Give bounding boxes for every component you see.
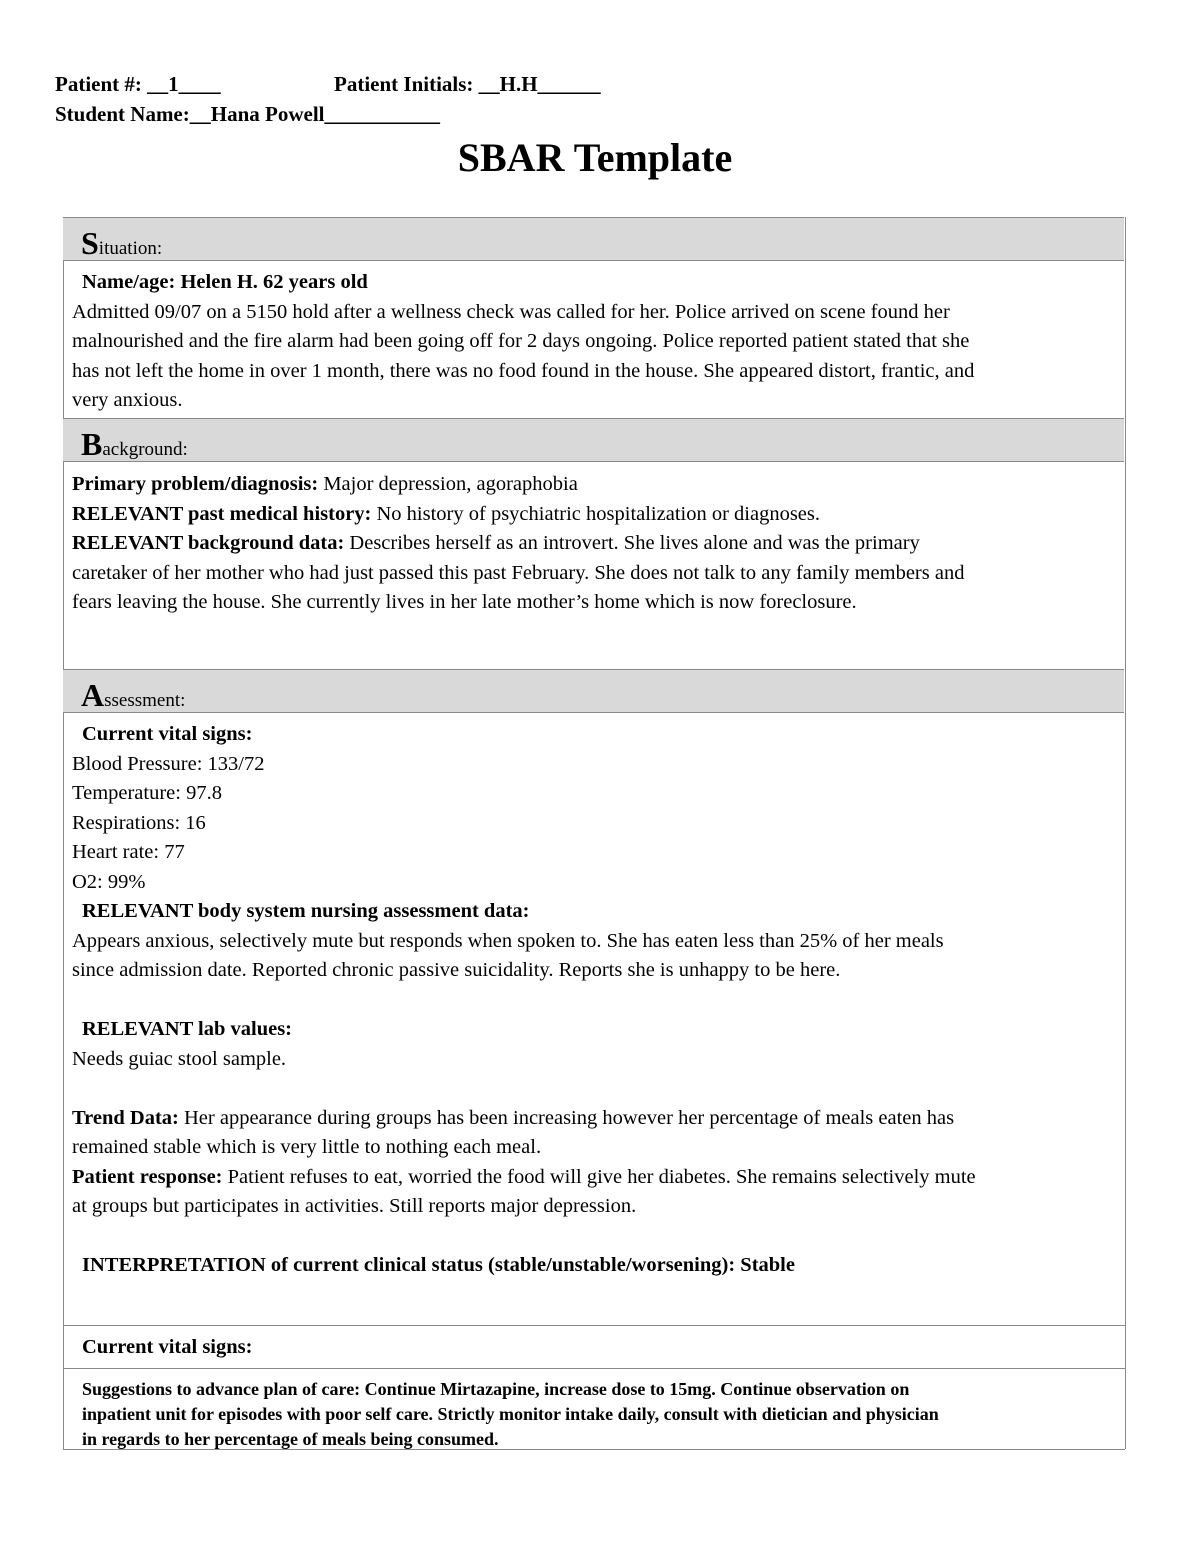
spacer [72,1074,1117,1104]
situation-caption [81,225,162,262]
patient-initials-label: Patient Initials: [334,72,474,96]
lab-heading [72,1015,1117,1045]
pmh-label: RELEVANT past medical history: [72,502,372,525]
vital-o2: O2: 99% [72,870,146,893]
nursing-line: since admission date. Reported chronic passive suicidality. Reports she is unhappy to be here. [72,959,841,981]
student-name [55,102,440,127]
suggestion-line: inpatient unit for episodes with poor self care. Strictly monitor intake daily, consult with dietician and physician [82,1404,939,1424]
primary-diagnosis-value: Major depression, agoraphobia [318,473,578,495]
primary-diagnosis-label: Primary problem/diagnosis: [72,473,319,495]
recommendation-vitals [72,1333,1117,1363]
rec-vitals-heading [72,1333,1117,1363]
suggestion-line: Suggestions to advance plan of care: Continue Mirtazapine, increase dose to 15mg. Continue observation on [82,1379,910,1399]
patient-number-label: Patient #: [55,72,142,96]
primary-diagnosis [72,470,1117,500]
assessment-caption [81,677,185,714]
nursing-line: Appears anxious, selectively mute but responds when spoken to. She has eaten less than 25% of her meals [72,929,944,952]
assessment-content [72,720,1117,1281]
suggestion-line: in regards to her percentage of meals being consumed. [82,1429,499,1449]
background-line: caretaker of her mother who had just passed this past February. She does not talk to any family members and [72,561,965,584]
table-bottom-border [63,1449,1125,1450]
patient-response [72,1163,1117,1193]
vital-blood-pressure: Blood Pressure: 133/72 [72,752,265,775]
trend-line: remained stable which is very little to nothing each meal. [72,1136,542,1158]
situation-header [63,217,1124,261]
background-data-label: RELEVANT background data: [72,532,345,554]
student-name-label: Student Name: [55,102,190,126]
pmh-value: No history of psychiatric hospitalization or diagnoses. [371,502,821,525]
trend-data [72,1104,1117,1134]
lab-value: Needs guiac stool sample. [72,1047,287,1070]
page-title: SBAR Template [457,135,733,180]
background-data [72,529,1117,559]
background-label: ackground: [102,439,188,460]
background-line: fears leaving the house. She currently lives in her late mother’s home which is now foreclosure. [72,591,857,613]
situation-line: Admitted 09/07 on a 5150 hold after a wellness check was called for her. Police arrived on scene found her [72,300,950,323]
situation-content [72,268,1117,416]
situation-initial: S [81,225,99,261]
name-age [72,268,1117,298]
assessment-header [63,669,1124,713]
situation-label: ituation: [98,238,163,259]
trend-label: Trend Data: [72,1106,179,1129]
trend-value: Her appearance during groups has been increasing however her percentage of meals eaten has [178,1106,955,1129]
background-content [72,470,1117,618]
assessment-initial: A [81,677,105,713]
vitals-heading-text: Current vital signs: [82,723,253,745]
row-divider [63,1368,1125,1369]
background-data-value: Describes herself as an introvert. She lives alone and was the primary [344,532,920,554]
lab-heading-text: RELEVANT lab values: [82,1018,292,1040]
situation-line: malnourished and the fire alarm had been going off for 2 days ongoing. Police reported patient stated that she [72,330,970,352]
vitals-heading [72,720,1117,750]
rec-vitals-heading-text: Current vital signs: [82,1336,253,1358]
name-age-text: Name/age: Helen H. 62 years old [82,271,368,293]
suggestions [82,1377,1117,1452]
response-label: Patient response: [72,1165,223,1188]
spacer [72,1222,1117,1252]
response-line: at groups but participates in activities. Still reports major depression. [72,1195,637,1217]
past-medical-history [72,500,1117,530]
background-initial: B [81,426,103,462]
patient-initials-value: __H.H______ [478,72,601,96]
spacer [72,986,1117,1016]
response-value: Patient refuses to eat, worried the food will give her diabetes. She remains selectively mute [222,1165,976,1188]
patient-number-value: __1____ [147,72,221,96]
student-name-value: __Hana Powell___________ [189,102,440,126]
nursing-heading [72,897,1117,927]
nursing-heading-text: RELEVANT body system nursing assessment data: [82,900,530,922]
row-divider [63,1325,1125,1326]
interpretation-text: INTERPRETATION of current clinical status (stable/unstable/worsening): Stable [82,1254,795,1276]
interpretation [72,1251,1117,1281]
situation-line: has not left the home in over 1 month, there was no food found in the house. She appeared distort, frantic, and [72,359,975,382]
patient-initials [334,72,601,97]
vital-respirations: Respirations: 16 [72,811,206,834]
assessment-label: ssessment: [104,690,186,711]
background-caption [81,426,188,463]
vital-temperature: Temperature: 97.8 [72,782,222,804]
patient-number [55,72,221,97]
situation-line: very anxious. [72,389,183,411]
background-header [63,418,1124,462]
vital-heart-rate: Heart rate: 77 [72,841,185,863]
